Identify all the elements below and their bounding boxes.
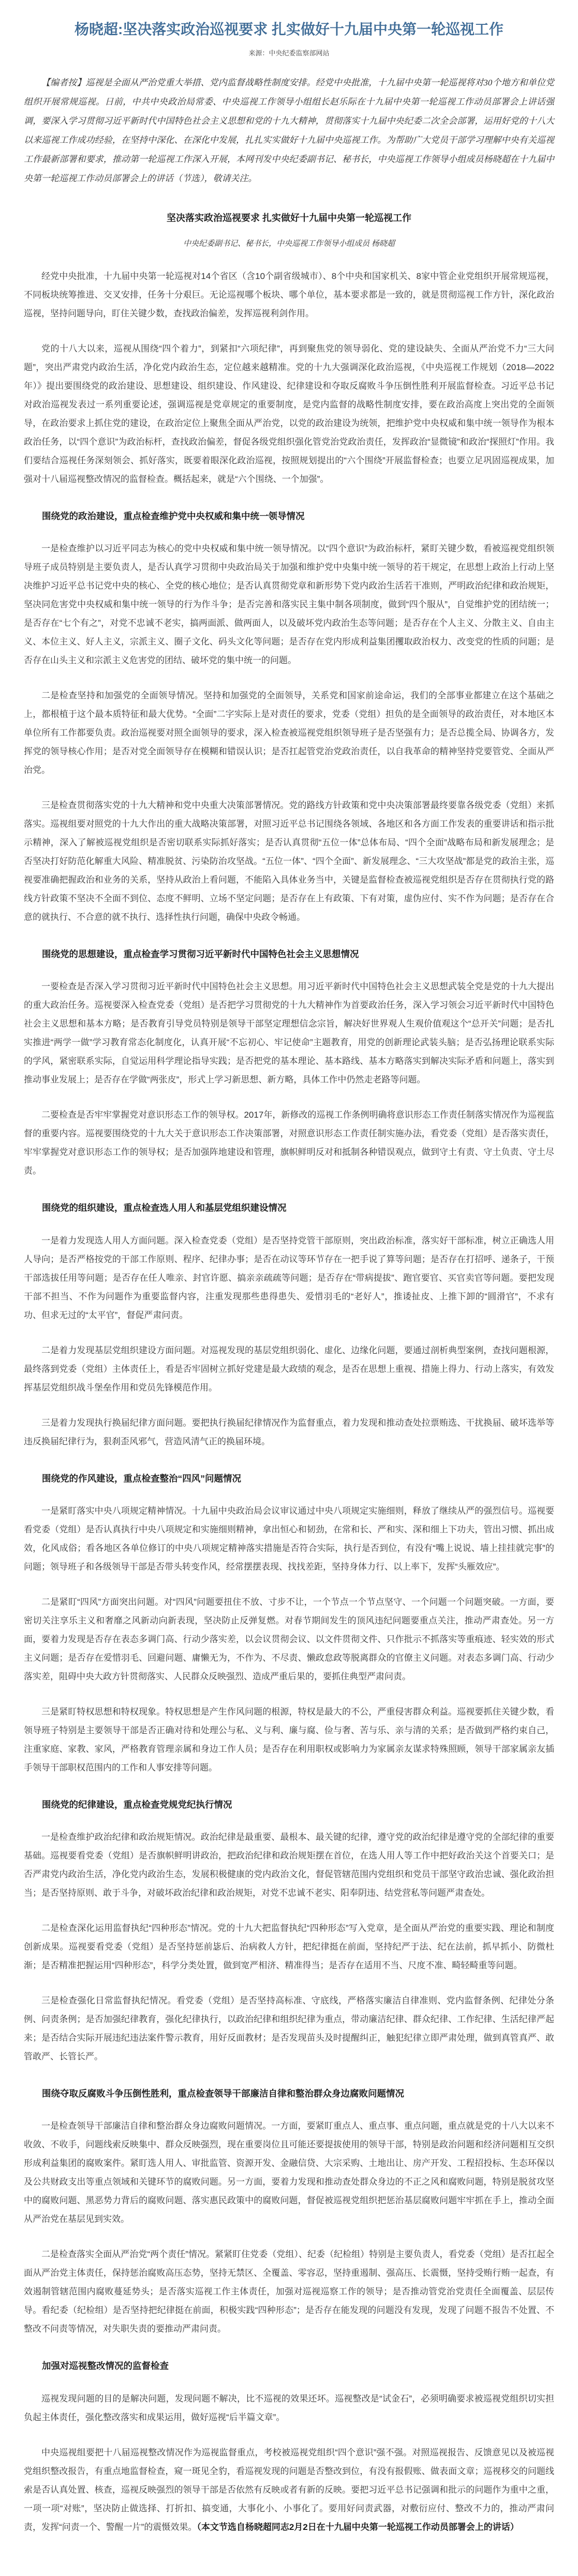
article-paragraph: 一是着力发现选人用人方面问题。深入检查党委（党组）是否坚持党管干部原则，突出政治标准，落实好干部标准，树立正确选人用人导向；是否严格按党的干部工作原则、程序、纪律办事；是否在动议等环节存在一把手说了算等问题；是否存在打招呼、递条子，干预干部选拔任用等问题；是否存在任人唯亲、封官许愿、搞亲亲疏疏等问题；是否存在“带病提拔”、跑官要官、买官卖官等问题。要把发现干部不担当、不作为问题作为重要监督内容，注重发现那些患得患失、爱惜羽毛的“老好人”，推诿扯皮、上推下卸的“圆滑官”，不求有功、但求无过的“太平官”，督促严肃问责。 bbox=[24, 1235, 554, 1320]
article-paragraph: 一是紧盯落实中央八项规定精神情况。十九届中央政治局会议审议通过中央八项规定实施细则，释放了继续从严的强烈信号。巡视要看党委（党组）是否认真执行中央八项规定和实施细则精神，拿出恒心和韧劲，在常和长、严和实、深和细上下功夫，管出习惯、抓出成效，化风成俗；看各地区各单位修订的中央八项规定精神落实措施是否符合实际，执行是否到位，有没有“嘴上说说、墙上挂挂就完事”的问题；领导班子和各级领导干部是否带头转变作风，经常摆摆表现、找找差距，坚持身体力行、以上率下，发挥“头雁效应”。 bbox=[24, 1505, 554, 1572]
article-paragraph: 一是检查维护以习近平同志为核心的党中央权威和集中统一领导情况。以“四个意识”为政治标杆，紧盯关键少数，看被巡视党组织领导班子成员特别是主要负责人，是否认真学习贯彻中央政治局关于加强和维护党中央集中统一领导的若干规定，在思想上政治上行动上坚决维护习近平总书记党中央的核心、全党的核心地位；是否认真贯彻党章和新形势下党内政治生活若干准则，严明政治纪律和政治规矩，坚决同危害党中央权威和集中统一领导的行为作斗争；是否完善和落实民主集中制各项制度，做到“四个服从”，自觉维护党的团结统一；是否存在“七个有之”，对党不忠诚不老实，搞两面派、做两面人，以及破坏党内政治生态等问题；是否存在个人主义、分散主义、自由主义、本位主义、好人主义，宗派主义、圈子文化、码头文化等问题；是否存在党内形成利益集团攫取政治权力、改变党的性质的问题；是否存在山头主义和宗派主义危害党的团结、破坏党的集中统一的问题。 bbox=[24, 544, 554, 666]
closing-note: （本文节选自杨晓超同志2月2日在十九届中央第一轮巡视工作动员部署会上的讲话） bbox=[197, 2522, 519, 2532]
article-paragraph: 二是检查坚持和加强党的全面领导情况。坚持和加强党的全面领导，关系党和国家前途命运，我们的全部事业都建立在这个基础之上，都根植于这个最本质特征和最大优势。“全面”二字实际上是对责任的要求，党委（党组）担负的是全面领导的政治责任，对本地区本单位所有工作都要负责。政治巡视要对照全面领导的要求，深入检查被巡视党组织领导班子是否坚强有力；是否总揽全局、协调各方，发挥党的领导核心作用；是否对党全面领导存在模糊和错误认识；是否扛起管党治党政治责任，以自我革命的精神坚持党要管党、全面从严治党。 bbox=[24, 691, 554, 775]
section-heading: 围绕夺取反腐败斗争压倒性胜利，重点检查领导干部廉洁自律和整治群众身边腐败问题情况 bbox=[42, 2088, 404, 2099]
section-heading: 围绕党的纪律建设，重点检查党规党纪执行情况 bbox=[42, 1799, 232, 1810]
article-paragraph: 二要检查是否牢牢掌握党对意识形态工作的领导权。2017年，新修改的巡视工作条例明确将意识形态工作责任制落实情况作为巡视监督的重要内容。巡视要围绕党的十九大关于意识形态工作决策部署，对照意识形态工作责任制实施办法，看党委（党组）是否落实责任，牢牢掌握党对意识形态工作的领导权；是否加强阵地建设和管理，旗帜鲜明反对和抵制各种错误观点，做到守土有责、守土负责、守土尽责。 bbox=[24, 1110, 554, 1176]
article-paragraph: 三是着力发现执行换届纪律方面问题。要把执行换届纪律情况作为监督重点，着力发现和推动查处拉票贿选、干扰换届、破坏选举等违反换届纪律行为，狠刹歪风邪气，营造风清气正的换届环境。 bbox=[24, 1417, 554, 1446]
article-paragraph: 三是检查贯彻落实党的十九大精神和党中央重大决策部署情况。党的路线方针政策和党中央决策部署最终要靠各级党委（党组）来抓落实。巡视组要对照党的十九大作出的重大战略决策部署，对照习近平总书记围绕各领域、各地区和各方面工作发表的重要讲话和指示批示精神，深入了解被巡视党组织是否密切联系实际抓好落实；是否认真贯彻“五位一体”总体布局、“四个全面”战略布局和新发展理念；是否坚决打好防范化解重大风险、精准脱贫、污染防治攻坚战。“五位一体”、“四个全面”、新发展理念、“三大攻坚战”都是党的政治主张，巡视要准确把握政治和业务的关系，坚持从政治上看问题，不能陷入具体业务当中，关键是监督检查被巡视党组织是否存在贯彻执行党的路线方针政策不坚决不全面不到位、态度不鲜明、立场不坚定问题；是否存在上有政策、下有对策，虚伪应付、实不作为问题；是否存在合意的就执行、不合意的就不执行、选择性执行问题，确保中央政令畅通。 bbox=[24, 800, 554, 923]
article-paragraph: 巡视发现问题的目的是解决问题，发现问题不解决，比不巡视的效果还坏。巡视整改是“试金石”，必须明确要求被巡视党组织切实担负起主体责任，强化整改落实和成果运用，做好巡视“后半篇文章”。 bbox=[24, 2393, 554, 2422]
article-paragraph: 三是紧盯特权思想和特权现象。特权思想是产生作风问题的根源，特权是最大的不公，严重侵害群众利益。巡视要抓住关键少数，看领导班子特别是主要领导干部是否正确对待和处理公与私、义与利、廉与腐、俭与奢、苦与乐、亲与清的关系；是否做到严格约束自己，注重家庭、家教、家风，严格教育管理亲属和身边工作人员；是否存在利用职权或影响力为家属亲友谋求特殊照顾，领导干部家属亲友插手领导干部职权范围内的工作和人事安排等问题。 bbox=[24, 1706, 554, 1773]
article-paragraph: 党的十八大以来，巡视从围绕“四个着力”，到紧扣“六项纪律”，再到聚焦党的领导弱化、党的建设缺失、全面从严治党不力“三大问题”，突出严肃党内政治生活，净化党内政治生态，定位越来越精准。党的十九大强调深化政治巡视，《中央巡视工作规划（2018—2022年）》提出要围绕党的政治建设、思想建设、组织建设、作风建设、纪律建设和夺取反腐败斗争压倒性胜利开展监督检查。习近平总书记对政治巡视发表过一系列重要论述，强调巡视是党章规定的重要制度，是党内监督的战略性制度安排，要在政治高度上突出党的全面领导，在政治要求上抓住党的建设，在政治定位上聚焦全面从严治党，以党的政治建设为统领，把维护党中央权威和集中统一领导作为根本政治任务，以“四个意识”为政治标杆，查找政治偏差，督促各级党组织强化管党治党政治责任，发挥政治“显微镜”和政治“探照灯”作用。我们要结合巡视任务深刻领会、抓好落实，既要着眼深化政治巡视，按照规划提出的“六个围绕”开展监督检查；也要立足巩固巡视成果，加强对十八届巡视整改情况的监督检查。概括起来，就是“六个围绕、一个加强”。 bbox=[24, 343, 554, 484]
article-paragraph: 一是检查维护政治纪律和政治规矩情况。政治纪律是最重要、最根本、最关键的纪律，遵守党的政治纪律是遵守党的全部纪律的重要基础。巡视要看党委（党组）是否旗帜鲜明讲政治，把政治纪律和政治规矩摆在首位，在选人用人等工作中把好政治关这个首要关口；是否严肃党内政治生活，净化党内政治生态，发展积极健康的党内政治文化，督促管辖范围内党组织和党员干部坚守政治忠诚、强化政治担当；是否坚持原则、敢于斗争，对破坏政治纪律和政治规矩，对党不忠诚不老实、阳奉阴违、结党营私等问题严肃查处。 bbox=[24, 1832, 554, 1898]
section-heading: 围绕党的思想建设，重点检查学习贯彻习近平新时代中国特色社会主义思想情况 bbox=[42, 949, 359, 960]
article-paragraph: 经党中央批准，十九届中央第一轮巡视对14个省区（含10个副省级城市）、8个中央和国家机关、8家中管企业党组织开展常规巡视，不同板块统筹推进、交叉安排，任务十分艰巨。无论巡视哪个板块、哪个单位，基本要求都是一致的，就是贯彻巡视工作方针，深化政治巡视，坚持问题导向，盯住关键少数，查找政治偏差，发挥巡视利剑作用。 bbox=[24, 271, 554, 318]
page-title: 杨晓超:坚决落实政治巡视要求 扎实做好十九届中央第一轮巡视工作 bbox=[74, 21, 504, 37]
article-paragraph: 一要检查是否深入学习贯彻习近平新时代中国特色社会主义思想。用习近平新时代中国特色社会主义思想武装全党是党的十九大提出的重大政治任务。巡视要深入检查党委（党组）是否把学习贯彻党的十九大精神作为首要政治任务，深入学习领会习近平新时代中国特色社会主义思想和基本方略；是否教育引导党员特别是领导干部坚定理想信念宗旨，解决好世界观人生观价值观这个“总开关”问题；是否扎实推进“两学一做”学习教育常态化制度化，认真开展“不忘初心、牢记使命”主题教育，用党的创新理论武装头脑；是否弘扬理论联系实际的学风，紧密联系实际，自觉运用科学理论指导实践；是否把党的基本理论、基本路线、基本方略落实到解决实际矛盾和问题上，落实到推动事业发展上；是否存在学做“两张皮”，形式上学习新思想、新方略，具体工作中仍然走老路等问题。 bbox=[24, 982, 554, 1085]
article-paragraph: 二是检查落实全面从严治党“两个责任”情况。紧紧盯住党委（党组）、纪委（纪检组）特别是主要负责人，看党委（党组）是否扛起全面从严治党主体责任，保持惩治腐败高压态势，坚持无禁区、全覆盖、零容忍，坚持重遏制、强高压、长震慑，坚持受贿行贿一起查，有效遏制管辖范围内腐败蔓延势头；是否落实巡视工作主体责任，加强对巡视巡察工作的领导；是否推动管党治党责任全面覆盖、层层传导。看纪委（纪检组）是否坚持把纪律挺在前面，积极实践“四种形态”；是否存在能发现的问题没有发现，发现了问题不报告不处置、不整改不问责等情况，对失职失责的要推动严肃问责。 bbox=[24, 2249, 554, 2334]
editor-note: 【编者按】巡视是全面从严治党重大举措、党内监督战略性制度安排。经党中央批准，十九届中央第一轮巡视将对30个地方和单位党组织开展常规巡视。日前，中共中央政治局常委、中央巡视工作领导小组组长赵乐际在十九届中央第一轮巡视工作动员部署会上讲话强调，要深入学习贯彻习近平新时代中国特色社会主义思想和党的十九大精神，贯彻落实十九届中央纪委二次全会部署，运用好党的十八大以来巡视工作成功经验，在坚持中深化、在深化中发展，扎扎实实做好十九届中央巡视工作。为帮助广大党员干部学习理解中央有关巡视工作最新部署和要求，推动第一轮巡视工作深入开展，本网刊发中央纪委副书记、秘书长，中央巡视工作领导小组成员杨晓超在十九届中央第一轮巡视工作动员部署会上的讲话（节选），敬请关注。 bbox=[24, 77, 554, 183]
section-heading: 加强对巡视整改情况的监督检查 bbox=[42, 2361, 169, 2372]
article-byline: 中央纪委副书记、秘书长，中央巡视工作领导小组成员 杨晓超 bbox=[183, 239, 395, 248]
article-paragraph: 二是着力发现基层党组织建设方面问题。对巡视发现的基层党组织弱化、虚化、边缘化问题，要通过剖析典型案例，查找问题根源，最终落到党委（党组）主体责任上，看是否牢固树立抓好党建是最大政绩的观念，是否在思想上重视、措施上得力、行动上落实，有效发挥基层党组织战斗堡垒作用和党员先锋模范作用。 bbox=[24, 1345, 554, 1393]
article-paragraph: 中央巡视组要把十八届巡视整改情况作为巡视监督重点，考校被巡视党组织“四个意识”强不强。对照巡视报告、反馈意见以及被巡视党组织整改报告，有重点地监督检查，窥一斑见全豹，看巡视发现的问题是否整改到位，有没有报假账、做表面文章；巡视移交的问题线索是否认真处置、核查，巡视反映强烈的领导干部是否依然有反映或者有新的反映。要把习近平总书记强调和批示的问题作为重中之重，一项一项“对账”，坚决防止做选择、打折扣、搞变通，大事化小、小事化了。要用好问责武器，对敷衍应付、整改不力的，推动严肃问责，发挥“问责一个、警醒一片”的震慑效果。（本文节选自杨晓超同志2月2日在十九届中央第一轮巡视工作动员部署会上的讲话） bbox=[24, 2447, 554, 2532]
section-heading: 围绕党的政治建设，重点检查维护党中央权威和集中统一领导情况 bbox=[42, 510, 305, 521]
article-paragraph: 二是检查深化运用监督执纪“四种形态”情况。党的十九大把监督执纪“四种形态”写入党章，是全面从严治党的重要实践、理论和制度创新成果。巡视要看党委（党组）是否坚持惩前毖后、治病救人方针，把纪律挺在前面，坚持纪严于法、纪在法前，抓早抓小、防微杜渐；是否精准把握运用“四种形态”，科学分类处置，做到宽严相济、精准得当；是否存在适用不当、尺度不准、畸轻畸重等问题。 bbox=[24, 1923, 554, 1971]
article-body bbox=[24, 267, 554, 2537]
article-paragraph: 三是检查强化日常监督执纪情况。看党委（党组）是否坚持高标准、守底线，严格落实廉洁自律准则、党内监督条例、纪律处分条例、问责条例；是否加强纪律教育，强化纪律执行，以政治纪律和组织纪律为重点，带动廉洁纪律、群众纪律、工作纪律、生活纪律严起来；是否结合实际开展违纪违法案件警示教育，用好反面教材；是否发现苗头及时提醒纠正，触犯纪律立即严肃处理，做到真管真严、敢管敢严、长管长严。 bbox=[24, 1996, 554, 2062]
article-paragraph: 一是检查领导干部廉洁自律和整治群众身边腐败问题情况。一方面，要紧盯重点人、重点事、重点问题，重点就是党的十八大以来不收敛、不收手，问题线索反映集中、群众反映强烈，现在重要岗位且可能还要提拔使用的领导干部，特别是政治问题和经济问题相互交织形成利益集团的腐败案件。紧盯选人用人、审批监管、资源开发、金融信贷、大宗采购、土地出让、房产开发、工程招投标、生态环保以及公共财政支出等重点领域和关键环节的腐败问题。另一方面，要着力发现和推动查处群众身边的不正之风和腐败问题，特别是脱贫攻坚中的腐败问题、黑恶势力背后的腐败问题、落实惠民政策中的腐败问题，督促被巡视党组织把惩治基层腐败问题牢牢抓在手上，推动全面从严治党在基层见到实效。 bbox=[24, 2121, 554, 2224]
article-paragraph: 二是紧盯“四风”方面突出问题。对“四风”问题要扭住不放、寸步不让，一个节点一个节点坚守、一个问题一个问题突破。一方面，要密切关注享乐主义和奢靡之风新动向新表现，坚决防止反弹复燃。对春节期间发生的顶风违纪问题要重点关注，推动严肃查处。另一方面，要着力发现是否存在表态多调门高、行动少落实差，以会议贯彻会议、以文件贯彻文件、只作批示不抓落实等重痕迹、轻实效的形式主义问题；是否存在爱惜羽毛、回避问题、庸懒无为，不作为、不尽责、懒政怠政等脱离群众的官僚主义问题。对表态多调门高、行动少落实差，阻碍中央大政方针贯彻落实、人民群众反映强烈、造成严重后果的，要抓住典型严肃问责。 bbox=[24, 1597, 554, 1681]
article-source: 来源：中央纪委监察部网站 bbox=[248, 49, 330, 57]
article-subtitle: 坚决落实政治巡视要求 扎实做好十九届中央第一轮巡视工作 bbox=[167, 212, 411, 223]
section-heading: 围绕党的组织建设，重点检查选人用人和基层党组织建设情况 bbox=[42, 1203, 287, 1213]
section-heading: 围绕党的作风建设，重点检查整治“四风”问题情况 bbox=[42, 1473, 241, 1484]
